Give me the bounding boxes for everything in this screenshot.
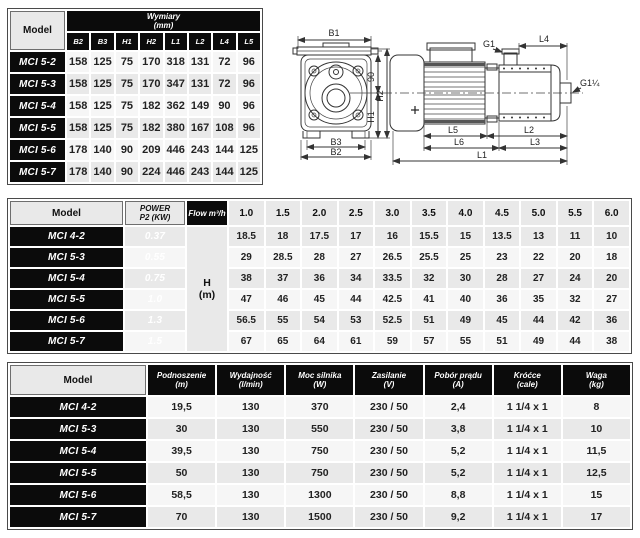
flow-model-cell: MCI 5-7	[10, 332, 123, 351]
flow-value-cell: 37	[266, 269, 301, 288]
head-label: H	[203, 277, 211, 289]
flow-row	[10, 290, 629, 309]
specs-row	[10, 441, 630, 461]
dims-value-cell: 125	[91, 96, 113, 116]
dims-value-cell: 158	[67, 74, 89, 94]
specs-value-cell: 750	[286, 463, 353, 483]
specifications-table	[7, 362, 633, 530]
specs-value-cell: 58,5	[148, 485, 215, 505]
flow-value-cell: 16	[375, 227, 410, 246]
flow-value-cell: 49	[448, 311, 483, 330]
flow-power-header-line1: POWER	[139, 204, 171, 213]
dims-value-cell: 318	[165, 52, 187, 72]
dims-col-header-l5: L5	[238, 33, 260, 50]
dim-label-l4: L4	[538, 34, 550, 44]
dims-value-cell: 140	[91, 140, 113, 160]
flow-value-cell: 15	[448, 227, 483, 246]
dims-value-cell: 140	[91, 162, 113, 182]
flow-value-cell: 44	[558, 332, 593, 351]
dims-value-cell: 144	[213, 162, 235, 182]
flow-value-cell: 29	[229, 248, 264, 267]
specs-col-label: Wydajność	[229, 371, 272, 380]
specs-col-label: Zasilanie	[371, 371, 407, 380]
specs-row	[10, 463, 630, 483]
specs-model-cell: MCI 5-7	[10, 507, 146, 527]
dims-value-cell: 158	[67, 52, 89, 72]
flow-value-cell: 32	[412, 269, 447, 288]
flow-power-cell: 1.0	[125, 290, 185, 309]
dims-model-cell: MCI 5-5	[10, 118, 65, 138]
flow-value-cell: 47	[229, 290, 264, 309]
flow-value-cell: 41	[412, 290, 447, 309]
specs-value-cell: 1500	[286, 507, 353, 527]
dims-value-cell: 75	[116, 118, 138, 138]
dims-value-cell: 182	[140, 96, 162, 116]
flow-power-cell: 1.5	[125, 332, 185, 351]
specs-value-cell: 8,8	[425, 485, 492, 505]
flow-model-cell: MCI 5-3	[10, 248, 123, 267]
flow-power-header-line2: P2 (KW)	[139, 213, 171, 222]
dims-row	[10, 74, 260, 94]
flow-value-cell: 45	[302, 290, 337, 309]
dims-value-cell: 182	[140, 118, 162, 138]
motor-plus-marker	[411, 106, 419, 114]
flow-value-cell: 28	[302, 248, 337, 267]
specs-row	[10, 507, 630, 527]
dims-value-cell: 96	[238, 118, 260, 138]
specs-value-cell: 15	[563, 485, 630, 505]
flow-col-header-1.0: 1.0	[229, 201, 264, 225]
specs-value-cell: 130	[217, 419, 284, 439]
specs-value-cell: 1 1/4 x 1	[494, 441, 561, 461]
specs-value-cell: 1 1/4 x 1	[494, 397, 561, 417]
specs-value-cell: 1 1/4 x 1	[494, 419, 561, 439]
specs-value-cell: 8	[563, 397, 630, 417]
dimensions-table	[7, 8, 263, 185]
flow-value-cell: 33.5	[375, 269, 410, 288]
flow-row	[10, 269, 629, 288]
dims-value-cell: 224	[140, 162, 162, 182]
dims-model-cell: MCI 5-4	[10, 96, 65, 116]
flow-value-cell: 27	[521, 269, 556, 288]
flow-col-header-6.0: 6.0	[594, 201, 629, 225]
specs-col-label: Króćce	[513, 371, 541, 380]
head-unit-cell	[187, 227, 227, 351]
dim-label-l2: L2	[523, 125, 535, 135]
pump-dimension-drawing	[283, 20, 640, 192]
flow-value-cell: 34	[339, 269, 374, 288]
flow-value-cell: 10	[594, 227, 629, 246]
dims-value-cell: 158	[67, 118, 89, 138]
flow-value-cell: 55	[266, 311, 301, 330]
specs-value-cell: 1 1/4 x 1	[494, 463, 561, 483]
flow-value-cell: 55	[448, 332, 483, 351]
specs-col-unit: (W)	[313, 380, 327, 389]
dim-label-g1: G1	[482, 39, 496, 49]
flow-col-header-1.5: 1.5	[266, 201, 301, 225]
specs-col-label: Pobór prądu	[434, 371, 482, 380]
dim-label-b1: B1	[328, 28, 340, 38]
flow-power-cell: 0.55	[125, 248, 185, 267]
specs-col-header	[494, 365, 561, 395]
specs-model-header: Model	[10, 365, 146, 395]
dims-value-cell: 178	[67, 162, 89, 182]
dims-value-cell: 75	[116, 52, 138, 72]
dim-label-g1-quarter: G1¼	[580, 78, 600, 88]
dims-value-cell: 167	[189, 118, 211, 138]
flow-col-header-4.5: 4.5	[485, 201, 520, 225]
dim-label-90: 90	[366, 71, 376, 83]
flow-value-cell: 44	[339, 290, 374, 309]
specs-model-cell: MCI 5-5	[10, 463, 146, 483]
dims-model-cell: MCI 5-2	[10, 52, 65, 72]
flow-value-cell: 36	[485, 290, 520, 309]
specs-value-cell: 17	[563, 507, 630, 527]
flow-value-cell: 18	[266, 227, 301, 246]
dims-value-cell: 96	[238, 96, 260, 116]
flow-value-cell: 20	[594, 269, 629, 288]
flow-value-cell: 24	[558, 269, 593, 288]
specs-value-cell: 130	[217, 463, 284, 483]
specs-value-cell: 9,2	[425, 507, 492, 527]
flow-value-cell: 45	[485, 311, 520, 330]
flow-col-header-3.5: 3.5	[412, 201, 447, 225]
flow-col-header-4.0: 4.0	[448, 201, 483, 225]
specs-value-cell: 230 / 50	[355, 463, 422, 483]
flow-value-cell: 23	[485, 248, 520, 267]
specs-value-cell: 230 / 50	[355, 507, 422, 527]
specs-model-cell: MCI 5-6	[10, 485, 146, 505]
flow-value-cell: 11	[558, 227, 593, 246]
specs-row	[10, 397, 630, 417]
specs-value-cell: 550	[286, 419, 353, 439]
flow-value-cell: 25	[448, 248, 483, 267]
flow-value-cell: 42.5	[375, 290, 410, 309]
flow-col-header-3.0: 3.0	[375, 201, 410, 225]
dims-value-cell: 125	[91, 74, 113, 94]
specs-value-cell: 230 / 50	[355, 441, 422, 461]
dims-col-header-l2: L2	[189, 33, 211, 50]
flow-row	[10, 311, 629, 330]
flow-row	[10, 248, 629, 267]
dim-label-h1: H1	[366, 111, 376, 123]
specs-col-label: Waga	[585, 371, 608, 380]
dims-value-cell: 243	[189, 162, 211, 182]
specs-col-header	[563, 365, 630, 395]
specs-row	[10, 419, 630, 439]
dims-value-cell: 72	[213, 74, 235, 94]
flow-row	[10, 332, 629, 351]
dims-value-cell: 144	[213, 140, 235, 160]
flow-value-cell: 36	[594, 311, 629, 330]
dims-value-cell: 149	[189, 96, 211, 116]
dims-col-header-h1: H1	[116, 33, 138, 50]
flow-value-cell: 59	[375, 332, 410, 351]
flow-value-cell: 17	[339, 227, 374, 246]
flow-value-cell: 64	[302, 332, 337, 351]
dims-value-cell: 75	[116, 96, 138, 116]
dims-col-header-h2: H2	[140, 33, 162, 50]
specs-model-cell: MCI 5-4	[10, 441, 146, 461]
flow-value-cell: 56.5	[229, 311, 264, 330]
specs-col-header	[286, 365, 353, 395]
dims-value-cell: 90	[213, 96, 235, 116]
dims-value-cell: 158	[67, 96, 89, 116]
dims-value-cell: 178	[67, 140, 89, 160]
dims-value-cell: 380	[165, 118, 187, 138]
dims-value-cell: 75	[116, 74, 138, 94]
specs-value-cell: 2,4	[425, 397, 492, 417]
specs-col-unit: (m)	[175, 380, 188, 389]
flow-value-cell: 18	[594, 248, 629, 267]
flow-value-cell: 36	[302, 269, 337, 288]
specs-value-cell: 130	[217, 397, 284, 417]
specs-value-cell: 39,5	[148, 441, 215, 461]
flow-value-cell: 65	[266, 332, 301, 351]
drawing-svg	[283, 20, 640, 192]
specs-body	[10, 397, 630, 527]
specs-value-cell: 12,5	[563, 463, 630, 483]
flow-col-header-2.0: 2.0	[302, 201, 337, 225]
dim-label-l3: L3	[529, 137, 541, 147]
specs-value-cell: 130	[217, 485, 284, 505]
dims-value-cell: 90	[116, 162, 138, 182]
flow-value-cell: 25.5	[412, 248, 447, 267]
specs-col-header	[217, 365, 284, 395]
flow-power-header	[125, 201, 185, 225]
flow-value-cell: 28.5	[266, 248, 301, 267]
specs-col-label: Podnoszenie	[156, 371, 207, 380]
flow-model-cell: MCI 5-5	[10, 290, 123, 309]
dims-value-cell: 108	[213, 118, 235, 138]
flow-value-cell: 30	[448, 269, 483, 288]
flow-value-cell: 51	[485, 332, 520, 351]
flow-value-cell: 22	[521, 248, 556, 267]
dims-col-header-l4: L4	[213, 33, 235, 50]
dim-label-l6: L6	[453, 137, 465, 147]
flow-value-cell: 27	[594, 290, 629, 309]
dims-value-cell: 125	[238, 140, 260, 160]
dims-value-cell: 125	[238, 162, 260, 182]
dims-col-header-b3: B3	[91, 33, 113, 50]
dim-label-l1: L1	[476, 150, 488, 160]
specs-value-cell: 11,5	[563, 441, 630, 461]
specs-col-unit: (A)	[452, 380, 464, 389]
dims-col-header-l1: L1	[165, 33, 187, 50]
specs-value-cell: 50	[148, 463, 215, 483]
dim-label-h2: H2	[375, 90, 385, 102]
specs-value-cell: 1 1/4 x 1	[494, 507, 561, 527]
specs-col-unit: (kg)	[589, 380, 604, 389]
dims-model-cell: MCI 5-3	[10, 74, 65, 94]
dims-value-cell: 90	[116, 140, 138, 160]
dims-row	[10, 140, 260, 160]
side-view	[383, 34, 600, 165]
front-view	[293, 28, 390, 160]
dims-value-cell: 96	[238, 52, 260, 72]
flow-row	[10, 227, 629, 246]
flow-value-cell: 44	[521, 311, 556, 330]
flow-value-cell: 61	[339, 332, 374, 351]
dims-value-cell: 209	[140, 140, 162, 160]
specs-col-header	[148, 365, 215, 395]
head-unit: (m)	[198, 289, 216, 301]
specs-value-cell: 1 1/4 x 1	[494, 485, 561, 505]
flow-value-cell: 27	[339, 248, 374, 267]
specs-col-unit: (V)	[383, 380, 395, 389]
flow-value-cell: 46	[266, 290, 301, 309]
flow-value-cell: 17.5	[302, 227, 337, 246]
flow-model-cell: MCI 5-6	[10, 311, 123, 330]
dim-label-b2: B2	[330, 147, 342, 157]
flow-value-cell: 20	[558, 248, 593, 267]
specs-row	[10, 485, 630, 505]
specs-value-cell: 230 / 50	[355, 485, 422, 505]
dims-value-cell: 347	[165, 74, 187, 94]
flow-value-cell: 18.5	[229, 227, 264, 246]
flow-model-cell: MCI 4-2	[10, 227, 123, 246]
specs-value-cell: 370	[286, 397, 353, 417]
dims-model-cell: MCI 5-7	[10, 162, 65, 182]
flow-power-cell: 0.37	[125, 227, 185, 246]
flow-value-cell: 26.5	[375, 248, 410, 267]
specs-value-cell: 5,2	[425, 441, 492, 461]
flow-value-cell: 13	[521, 227, 556, 246]
dims-row	[10, 118, 260, 138]
dims-value-cell: 243	[189, 140, 211, 160]
flow-power-cell: 0.75	[125, 269, 185, 288]
dims-value-cell: 72	[213, 52, 235, 72]
flow-head-table	[7, 198, 632, 354]
dims-value-cell: 446	[165, 162, 187, 182]
dim-label-b3: B3	[330, 137, 342, 147]
dims-value-cell: 170	[140, 52, 162, 72]
flow-value-cell: 15.5	[412, 227, 447, 246]
dims-group-header	[67, 11, 260, 31]
dims-row	[10, 52, 260, 72]
dims-body	[10, 52, 260, 182]
dims-value-cell: 446	[165, 140, 187, 160]
flow-value-cell: 52.5	[375, 311, 410, 330]
dims-group-unit: (mm)	[153, 21, 174, 30]
specs-value-cell: 19,5	[148, 397, 215, 417]
flow-value-cell: 35	[521, 290, 556, 309]
dims-value-cell: 170	[140, 74, 162, 94]
specs-model-cell: MCI 4-2	[10, 397, 146, 417]
flow-value-cell: 38	[229, 269, 264, 288]
flow-value-cell: 42	[558, 311, 593, 330]
specs-value-cell: 130	[217, 507, 284, 527]
specs-value-cell: 5,2	[425, 463, 492, 483]
flow-value-cell: 38	[594, 332, 629, 351]
dims-group-title: Wymiary	[146, 12, 181, 21]
flow-value-cell: 28	[485, 269, 520, 288]
specs-col-label: Moc silnika	[298, 371, 342, 380]
flow-value-cell: 51	[412, 311, 447, 330]
specs-model-cell: MCI 5-3	[10, 419, 146, 439]
dims-col-header-b2: B2	[67, 33, 89, 50]
dims-row	[10, 162, 260, 182]
flow-value-cell: 40	[448, 290, 483, 309]
specs-value-cell: 230 / 50	[355, 397, 422, 417]
specs-value-cell: 230 / 50	[355, 419, 422, 439]
specs-col-unit: (l/min)	[238, 380, 263, 389]
specs-value-cell: 3,8	[425, 419, 492, 439]
dims-model-cell: MCI 5-6	[10, 140, 65, 160]
dim-label-l5: L5	[447, 125, 459, 135]
specs-value-cell: 30	[148, 419, 215, 439]
specs-col-unit: (cale)	[516, 380, 538, 389]
specs-value-cell: 70	[148, 507, 215, 527]
dims-value-cell: 362	[165, 96, 187, 116]
flow-value-cell: 67	[229, 332, 264, 351]
specs-col-header	[355, 365, 422, 395]
dims-value-cell: 125	[91, 118, 113, 138]
specs-value-cell: 750	[286, 441, 353, 461]
dims-value-cell: 131	[189, 74, 211, 94]
flow-col-header-5.5: 5.5	[558, 201, 593, 225]
specs-value-cell: 130	[217, 441, 284, 461]
dims-value-cell: 96	[238, 74, 260, 94]
specs-col-header	[425, 365, 492, 395]
dims-model-header: Model	[10, 11, 65, 50]
flow-model-header: Model	[10, 201, 123, 225]
dims-row	[10, 96, 260, 116]
flow-body	[10, 227, 629, 351]
flow-col-header-5.0: 5.0	[521, 201, 556, 225]
flow-power-cell: 1.3	[125, 311, 185, 330]
flow-value-cell: 54	[302, 311, 337, 330]
flow-value-cell: 49	[521, 332, 556, 351]
flow-value-cell: 32	[558, 290, 593, 309]
flow-rate-header: Flow m³/h	[187, 201, 227, 225]
dims-value-cell: 125	[91, 52, 113, 72]
flow-value-cell: 13.5	[485, 227, 520, 246]
specs-value-cell: 10	[563, 419, 630, 439]
flow-col-header-2.5: 2.5	[339, 201, 374, 225]
flow-model-cell: MCI 5-4	[10, 269, 123, 288]
flow-value-cell: 53	[339, 311, 374, 330]
flow-value-cell: 57	[412, 332, 447, 351]
specs-value-cell: 1300	[286, 485, 353, 505]
dims-value-cell: 131	[189, 52, 211, 72]
